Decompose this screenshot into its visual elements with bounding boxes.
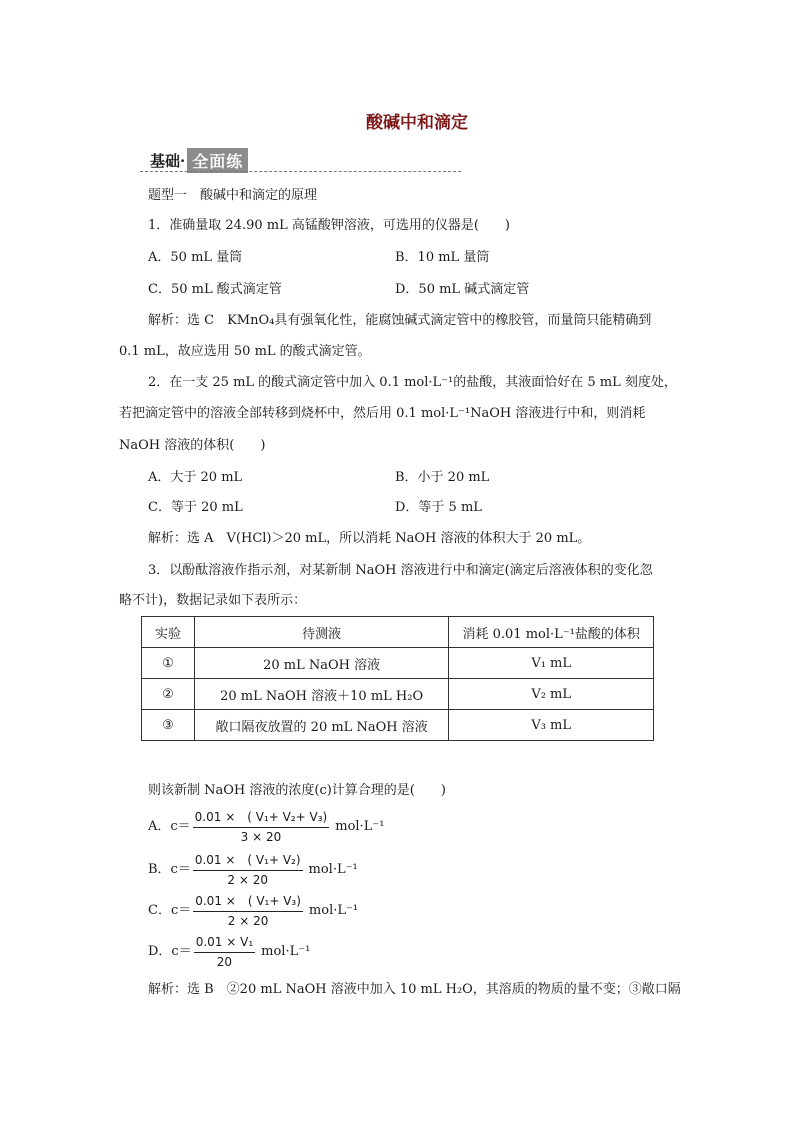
q3-stem-line2: 略不计)，数据记录如下表所示： — [119, 593, 307, 608]
table-cell: V₁ mL — [449, 648, 654, 679]
table-cell: ② — [142, 679, 195, 710]
fraction-denominator: 2 × 20 — [227, 913, 269, 928]
option-lead: D．c＝ — [148, 944, 192, 959]
q2-option-a: A．大于 20 mL — [148, 470, 243, 485]
q2-stem-line3: NaOH 溶液的体积( ) — [119, 438, 266, 453]
table-header-cell: 实验 — [142, 617, 195, 648]
q1-option-b: B．10 mL 量筒 — [395, 250, 490, 265]
fraction-numerator: 0.01 × ( V₁+ V₃) — [193, 894, 303, 912]
table-row — [142, 679, 654, 710]
option-lead: A．c＝ — [148, 819, 191, 834]
option-unit: mol·L⁻¹ — [308, 903, 359, 918]
q1-analysis-line2: 0.1 mL，故应选用 50 mL 的酸式滴定管。 — [119, 344, 371, 359]
page-title: 酸碱中和滴定 — [366, 113, 468, 133]
section-label: 基础· — [150, 152, 186, 170]
q3-ask: 则该新制 NaOH 溶液的浓度(c)计算合理的是( ) — [148, 783, 446, 798]
option-unit: mol·L⁻¹ — [308, 862, 358, 877]
q3-option-a — [148, 807, 384, 848]
table-header-cell: 消耗 0.01 mol·L⁻¹盐酸的体积 — [449, 617, 654, 648]
q3-stem-line1: 3．以酚酞溶液作指示剂，对某新制 NaOH 溶液进行中和滴定(滴定后溶液体积的变化忽 — [148, 563, 653, 578]
q1-analysis-line1: 解析：选 C KMnO₄具有强氧化性，能腐蚀碱式滴定管中的橡胶管，而量筒只能精确到 — [148, 313, 652, 328]
q2-option-b: B．小于 20 mL — [395, 470, 490, 485]
fraction-numerator: 0.01 × V₁ — [194, 935, 255, 953]
q2-option-c: C．等于 20 mL — [148, 500, 243, 515]
q1-option-c: C．50 mL 酸式滴定管 — [148, 282, 282, 297]
table-header-cell: 待测液 — [194, 617, 448, 648]
q2-stem-line2: 若把滴定管中的溶液全部转移到烧杯中，然后用 0.1 mol·L⁻¹NaOH 溶液进行中和，则消耗 — [119, 406, 646, 421]
fraction-denominator: 2 × 20 — [227, 872, 268, 887]
fraction — [194, 935, 255, 970]
q3-option-b — [148, 850, 358, 891]
table-cell: V₂ mL — [449, 679, 654, 710]
table-row — [142, 710, 654, 741]
fraction-numerator: 0.01 × ( V₁+ V₂) — [193, 853, 303, 871]
section-divider — [140, 171, 461, 172]
table-cell: ③ — [142, 710, 195, 741]
q1-stem: 1．准确量取 24.90 mL 高锰酸钾溶液，可选用的仪器是( ) — [148, 218, 510, 233]
question-type-heading: 题型一 酸碱中和滴定的原理 — [148, 188, 318, 203]
fraction — [193, 810, 330, 845]
fraction-denominator: 20 — [216, 954, 233, 969]
section-badge: 全面练 — [187, 148, 248, 173]
fraction — [193, 853, 303, 888]
q2-option-d: D．等于 5 mL — [395, 500, 482, 515]
table-cell: V₃ mL — [449, 710, 654, 741]
q2-analysis: 解析：选 A V(HCl)＞20 mL，所以消耗 NaOH 溶液的体积大于 20 mL。 — [148, 531, 591, 546]
option-unit: mol·L⁻¹ — [335, 819, 385, 834]
option-lead: C．c＝ — [148, 903, 192, 918]
fraction-denominator: 3 × 20 — [240, 829, 282, 844]
q2-stem-line1: 2．在一支 25 mL 的酸式滴定管中加入 0.1 mol·L⁻¹的盐酸，其液面恰好在 5 mL 刻度处， — [148, 375, 677, 390]
data-table — [141, 616, 654, 741]
q3-option-d — [148, 932, 310, 973]
option-lead: B．c＝ — [148, 862, 191, 877]
q3-analysis: 解析：选 B ②20 mL NaOH 溶液中加入 10 mL H₂O，其溶质的物质的量不变；③敞口隔 — [148, 982, 681, 997]
q3-option-c — [148, 891, 358, 932]
table-row — [142, 648, 654, 679]
table-header-row — [142, 617, 654, 648]
table-cell: ① — [142, 648, 195, 679]
q1-option-d: D．50 mL 碱式滴定管 — [395, 282, 530, 297]
table-cell: 20 mL NaOH 溶液 — [194, 648, 448, 679]
table-cell: 20 mL NaOH 溶液＋10 mL H₂O — [194, 679, 448, 710]
fraction — [193, 894, 303, 929]
option-unit: mol·L⁻¹ — [261, 944, 311, 959]
table-cell: 敞口隔夜放置的 20 mL NaOH 溶液 — [194, 710, 448, 741]
section-heading — [150, 148, 248, 173]
fraction-numerator: 0.01 × ( V₁+ V₂+ V₃) — [193, 810, 330, 828]
q1-option-a: A．50 mL 量筒 — [148, 250, 243, 265]
